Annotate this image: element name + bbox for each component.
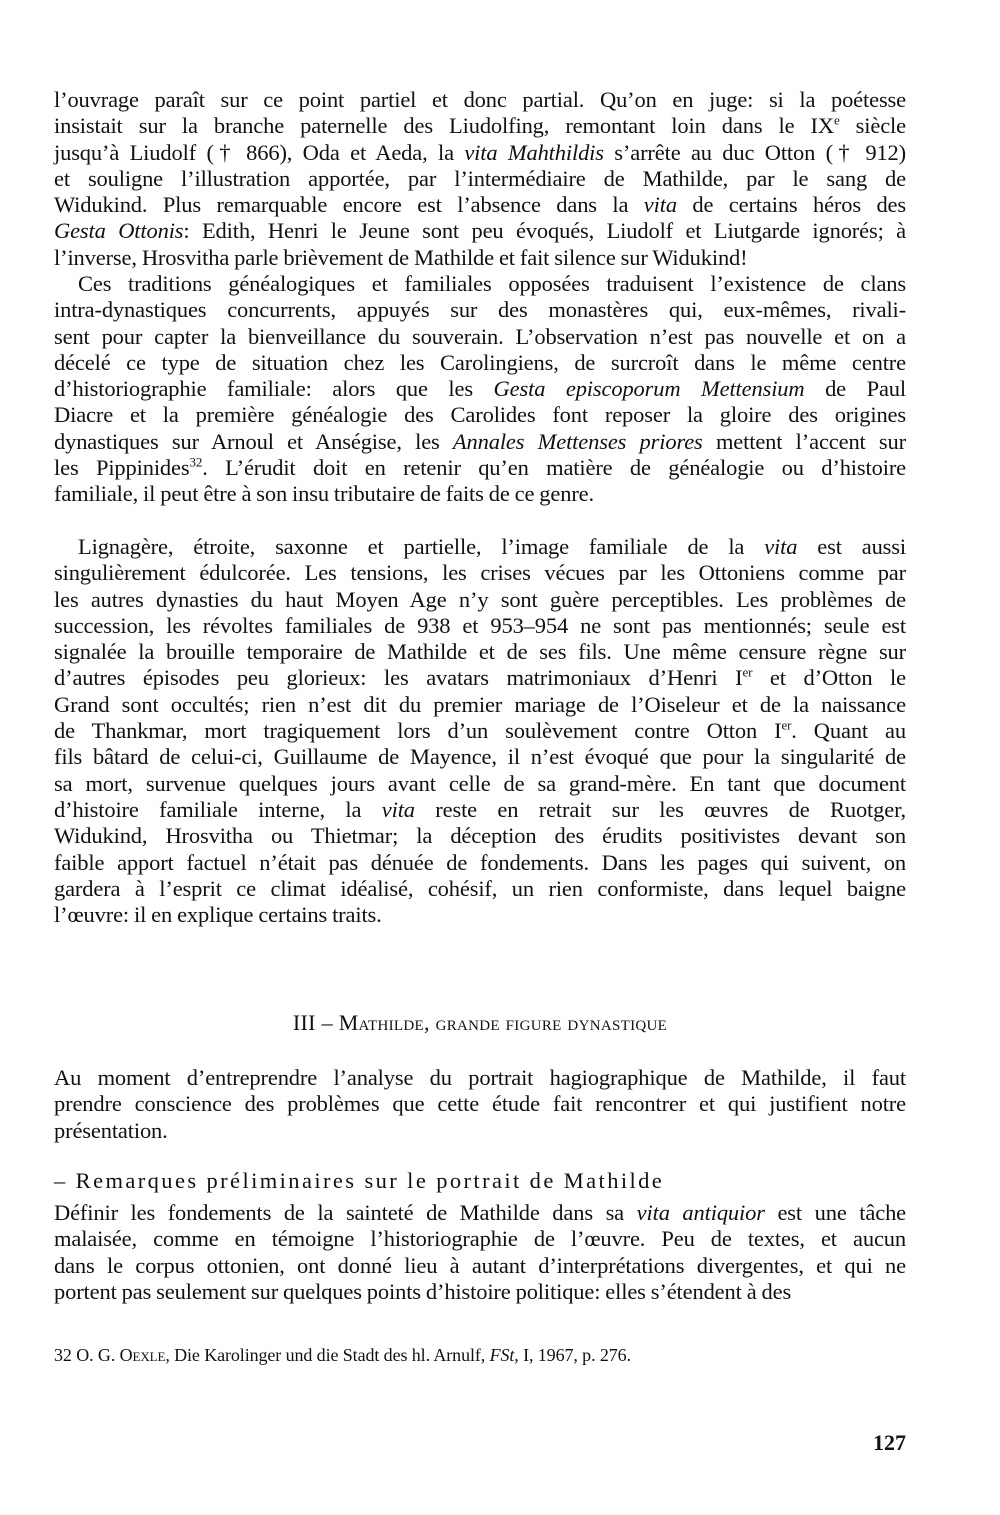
body-paragraph — [54, 87, 906, 271]
text-line: Ces traditions généalogiques et familiales opposées traduisent l’existence de clans — [78, 271, 906, 296]
text-line: Widukind. Plus remarquable encore est l’absence dans la vita de certains héros des — [54, 192, 906, 218]
text-line: d’histoire familiale interne, la vita reste en retrait sur les œuvres de Ruotger, — [54, 796, 906, 822]
text-line: décelé ce type de situation chez les Carolingiens, de surcroît dans le même centre — [54, 349, 906, 375]
text-line: jusqu’à Liudolf († 866), Oda et Aeda, la vita Mahthildis s’arrête au duc Otton († 912) — [54, 139, 906, 165]
footnote-text: , Die Karolinger und die Stadt des hl. Arnulf, — [165, 1345, 490, 1365]
footnote-journal: FSt — [489, 1345, 515, 1365]
section-title: Mathilde, grande figure dynastique — [338, 1010, 668, 1035]
section-heading — [54, 1010, 906, 1036]
text-line: Au moment d’entreprendre l’analyse du portrait hagiographique de Mathilde, il faut — [54, 1065, 906, 1090]
text-line: et souligne l’illustration apportée, par l’intermédiaire de Mathilde, par le sang de — [54, 165, 906, 191]
text-line: les Pippinides$^{32}$. L’érudit doit en retenir qu’en matière de généalogie ou d’histoire — [54, 454, 906, 481]
text-line: de Thankmar, mort tragiquement lors d’un soulèvement contre Otton Ier. Quant au — [54, 717, 906, 744]
footnote-author: O. G. Oexle — [76, 1345, 166, 1365]
text-line: d’autres épisodes peu glorieux: les avatars matrimoniaux d’Henri Ier et d’Otton le — [54, 664, 906, 691]
text-line: fils bâtard de celui-ci, Guillaume de Mayence, il n’est évoqué que pour la singularité de — [54, 744, 906, 770]
body-paragraph — [54, 1065, 906, 1144]
text-line: les autres dynasties du haut Moyen Age n’y sont guère perceptibles. Les problèmes de — [54, 586, 906, 612]
text-line: intra-dynastiques concurrents, appuyés sur des monastères qui, eux-mêmes, rivali- — [54, 297, 906, 323]
text-line: présentation. — [54, 1117, 168, 1143]
text-line: Widukind, Hrosvitha ou Thietmar; la déception des érudits positivistes devant son — [54, 823, 906, 849]
section-numeral: III – — [292, 1010, 333, 1035]
text-line: sent pour capter la bienveillance du souverain. L’observation n’est pas nouvelle et on a — [54, 323, 906, 349]
text-line: l’ouvrage paraît sur ce point partiel et donc partial. Qu’on en juge: si la poétesse — [54, 87, 906, 112]
text-line: Définir les fondements de la sainteté de Mathilde dans sa vita antiquior est une tâche — [54, 1200, 907, 1225]
text-line: singulièrement édulcorée. Les tensions, les crises vécues par les Ottoniens comme par — [54, 560, 906, 586]
footnote-number: 32 — [54, 1345, 72, 1365]
text-line: dynastiques sur Arnoul et Anségise, les Annales Mettenses priores mettent l’accent sur — [54, 428, 906, 454]
footnote-rest: , I, 1967, p. 276. — [514, 1345, 631, 1365]
body-paragraph — [54, 271, 906, 508]
text-line: Grand sont occultés; rien n’est dit du premier mariage de l’Oiseleur et de la naissance — [54, 691, 906, 717]
footnote — [54, 1345, 906, 1366]
text-line: signalée la brouille temporaire de Mathilde et de ses fils. Une même censure règne sur — [54, 639, 906, 665]
text-line: Diacre et la première généalogie des Carolides font reposer la gloire des origines — [54, 402, 906, 428]
text-line: sa mort, survenue quelques jours avant celle de sa grand-mère. En tant que document — [54, 770, 906, 796]
text-line: prendre conscience des problèmes que cette étude fait rencontrer et qui justifient notre — [54, 1091, 906, 1117]
text-line: l’inverse, Hrosvitha parle brièvement de Mathilde et fait silence sur Widukind! — [54, 244, 748, 270]
text-line: malaisée, comme en témoigne l’historiographie de l’œuvre. Peu de textes, et aucun — [54, 1226, 906, 1252]
text-line: familiale, il peut être à son insu tributaire de faits de ce genre. — [54, 481, 594, 507]
text-line: gardera à l’esprit ce climat idéalisé, cohésif, un rien conformiste, dans lequel baigne — [54, 875, 906, 901]
text-line: insistait sur la branche paternelle des Liudolfing, remontant loin dans le IXe siècle — [54, 112, 906, 139]
text-line: d’historiographie familiale: alors que les Gesta episcoporum Mettensium de Paul — [54, 376, 906, 402]
text-line: Lignagère, étroite, saxonne et partielle, l’image familiale de la vita est aussi — [78, 534, 906, 559]
page-number: 127 — [873, 1430, 906, 1455]
text-line: Gesta Ottonis: Edith, Henri le Jeune sont peu évoqués, Liudolf et Liutgarde ignorés; à — [54, 218, 906, 244]
text-line: succession, les révoltes familiales de 938 et 953–954 ne sont pas mentionnés; seule est — [54, 612, 906, 638]
text-line: l’œuvre: il en explique certains traits. — [54, 902, 382, 928]
body-paragraph — [54, 1200, 906, 1305]
subsection-heading: – Remarques préliminaires sur le portrait de Mathilde — [54, 1168, 665, 1193]
text-line: portent pas seulement sur quelques points d’histoire politique: elles s’étendent à des — [54, 1278, 792, 1304]
text-line: faible apport factuel n’était pas dénuée de fondements. Dans les pages qui suivent, on — [54, 849, 906, 875]
text-line: dans le corpus ottonien, ont donné lieu à autant d’interprétations divergentes, et qui ne — [54, 1252, 906, 1278]
document-page — [54, 0, 906, 1515]
body-paragraph — [54, 534, 906, 928]
